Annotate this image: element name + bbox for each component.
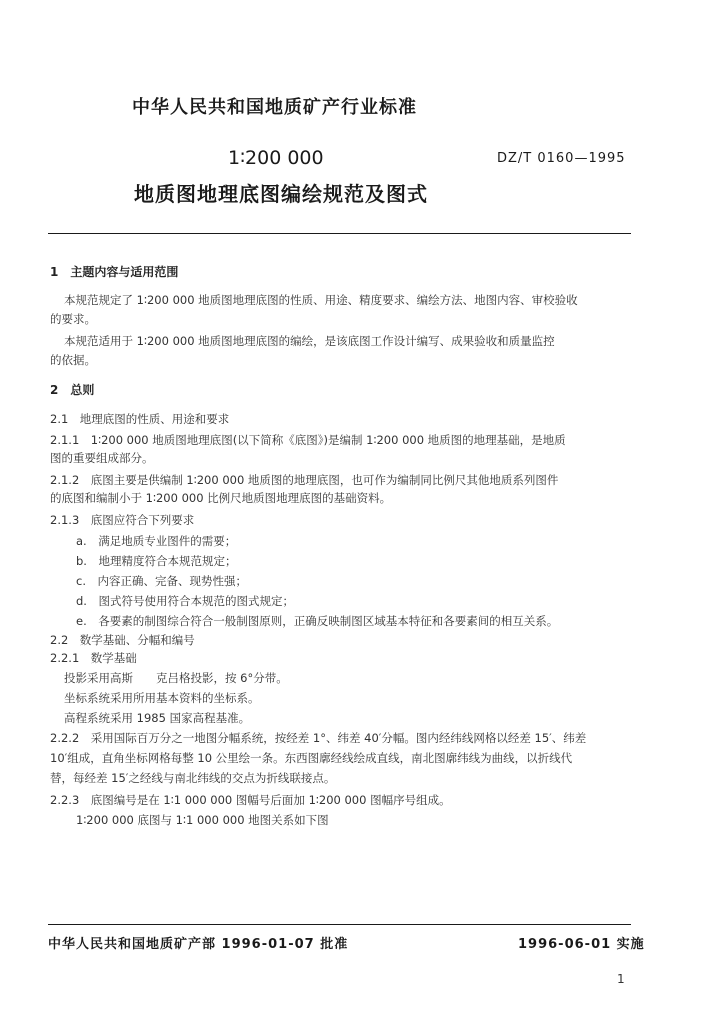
text-line-m1: 投影采用高斯 克吕格投影，按 6°分带。	[64, 671, 288, 685]
text-line-m3: 高程系统采用 1985 国家高程基准。	[64, 711, 251, 725]
text-line-s21: 2.1 地理底图的性质、用途和要求	[50, 412, 230, 426]
text-line-s223: 2.2.3 底图编号是在 1∶1 000 000 图幅号后面加 1∶200 000 图幅序号组成。	[50, 793, 451, 807]
standard-code: DZ/T 0160—1995	[497, 151, 626, 166]
text-line-s222b: 10′组成，直角坐标网格每整 10 公里绘一条。东西图廓经线绘成直线，南北图廓纬线为曲线，以折线代	[50, 751, 573, 765]
text-line-p2a: 本规范适用于 1∶200 000 地质图地理底图的编绘，是该底图工作设计编写、成果验收和质量监控	[64, 334, 555, 348]
text-line-m2: 坐标系统采用所用基本资料的坐标系。	[64, 691, 260, 705]
text-line-s222c: 替，每经差 15′之经线与南北纬线的交点为折线联接点。	[50, 771, 336, 785]
text-line-s222a: 2.2.2 采用国际百万分之一地图分幅系统，按经差 1°、纬差 40′分幅。图内经纬线网格以经差 15′、纬差	[50, 731, 587, 745]
text-line-p1b: 的要求。	[50, 312, 96, 326]
text-line-s1: 1 主题内容与适用范围	[50, 265, 179, 279]
effective-date: 1996-06-01 实施	[518, 937, 645, 952]
text-line-s2: 2 总则	[50, 383, 95, 397]
text-line-lc: c. 内容正确、完备、现势性强；	[76, 574, 247, 588]
text-line-la: a. 满足地质专业图件的需要；	[76, 534, 237, 548]
text-line-ld: d. 图式符号使用符合本规范的图式规定；	[76, 594, 294, 608]
text-line-s22: 2.2 数学基础、分幅和编号	[50, 633, 195, 647]
text-line-s223b: 1∶200 000 底图与 1∶1 000 000 地图关系如下图	[76, 813, 329, 827]
header-rule	[48, 233, 631, 234]
text-line-p1a: 本规范规定了 1∶200 000 地质图地理底图的性质、用途、精度要求、编绘方法、地图内容、审校验收	[64, 293, 578, 307]
footer-rule	[48, 924, 631, 925]
page-number: 1	[617, 972, 625, 986]
text-line-s211a: 2.1.1 1∶200 000 地质图地理底图(以下简称《底图》)是编制 1∶200 000 地质图的地理基础，是地质	[50, 433, 566, 447]
text-line-s212a: 2.1.2 底图主要是供编制 1∶200 000 地质图的地理底图，也可作为编制同比例尺其他地质系列图件	[50, 473, 559, 487]
text-line-s213: 2.1.3 底图应符合下列要求	[50, 513, 195, 527]
document-title: 地质图地理底图编绘规范及图式	[134, 182, 428, 206]
text-line-s221: 2.2.1 数学基础	[50, 651, 137, 665]
map-scale: 1∶200 000	[228, 147, 324, 169]
text-line-s212b: 的底图和编制小于 1∶200 000 比例尺地质图地理底图的基础资料。	[50, 491, 392, 505]
standard-series-title: 中华人民共和国地质矿产行业标准	[132, 97, 417, 118]
approval-line: 中华人民共和国地质矿产部 1996-01-07 批准	[48, 937, 349, 952]
text-line-p2b: 的依据。	[50, 353, 96, 367]
text-line-s211b: 图的重要组成部分。	[50, 451, 154, 465]
text-line-lb: b. 地理精度符合本规范规定；	[76, 554, 237, 568]
text-line-le: e. 各要素的制图综合符合一般制图原则，正确反映制图区域基本特征和各要素间的相互关系。	[76, 614, 559, 628]
